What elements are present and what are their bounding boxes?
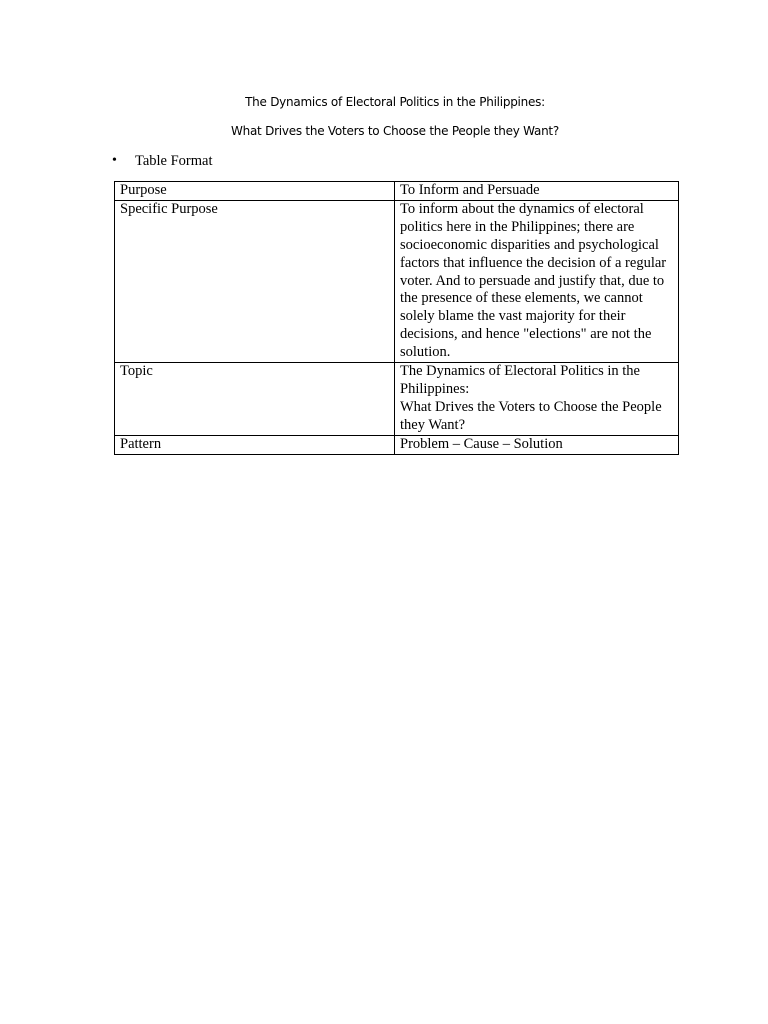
topic-value-line-2: What Drives the Voters to Choose the People they Want? xyxy=(400,398,662,433)
table-cell-value: To Inform and Persuade xyxy=(395,182,679,201)
table-cell-label: Pattern xyxy=(115,435,395,454)
outline-table xyxy=(114,181,679,455)
table-cell-label: Specific Purpose xyxy=(115,200,395,362)
document-title-line-2: What Drives the Voters to Choose the People they Want? xyxy=(230,124,560,138)
table-cell-label: Topic xyxy=(115,363,395,436)
table-cell-value xyxy=(395,363,679,436)
topic-value-line-1: The Dynamics of Electoral Politics in the Philippines: xyxy=(400,363,640,397)
bullet-icon: • xyxy=(112,153,117,168)
table-row xyxy=(115,435,679,454)
document-title-line-1: The Dynamics of Electoral Politics in the Philippines: xyxy=(245,95,545,109)
bullet-text: Table Format xyxy=(135,153,213,169)
table-cell-label: Purpose xyxy=(115,182,395,201)
table-row xyxy=(115,182,679,201)
table-cell-value: To inform about the dynamics of electoral politics here in the Philippines; there are socioeconomic disparities and psychological factors that influence the decision of a regular voter. And to persuade and justify that, due to the presence of these elements, we cannot solely blame the vast majority for their decisions, and hence "elections" are not the solution. xyxy=(395,200,679,362)
table-row xyxy=(115,363,679,436)
table-cell-value: Problem – Cause – Solution xyxy=(395,435,679,454)
table-row xyxy=(115,200,679,362)
